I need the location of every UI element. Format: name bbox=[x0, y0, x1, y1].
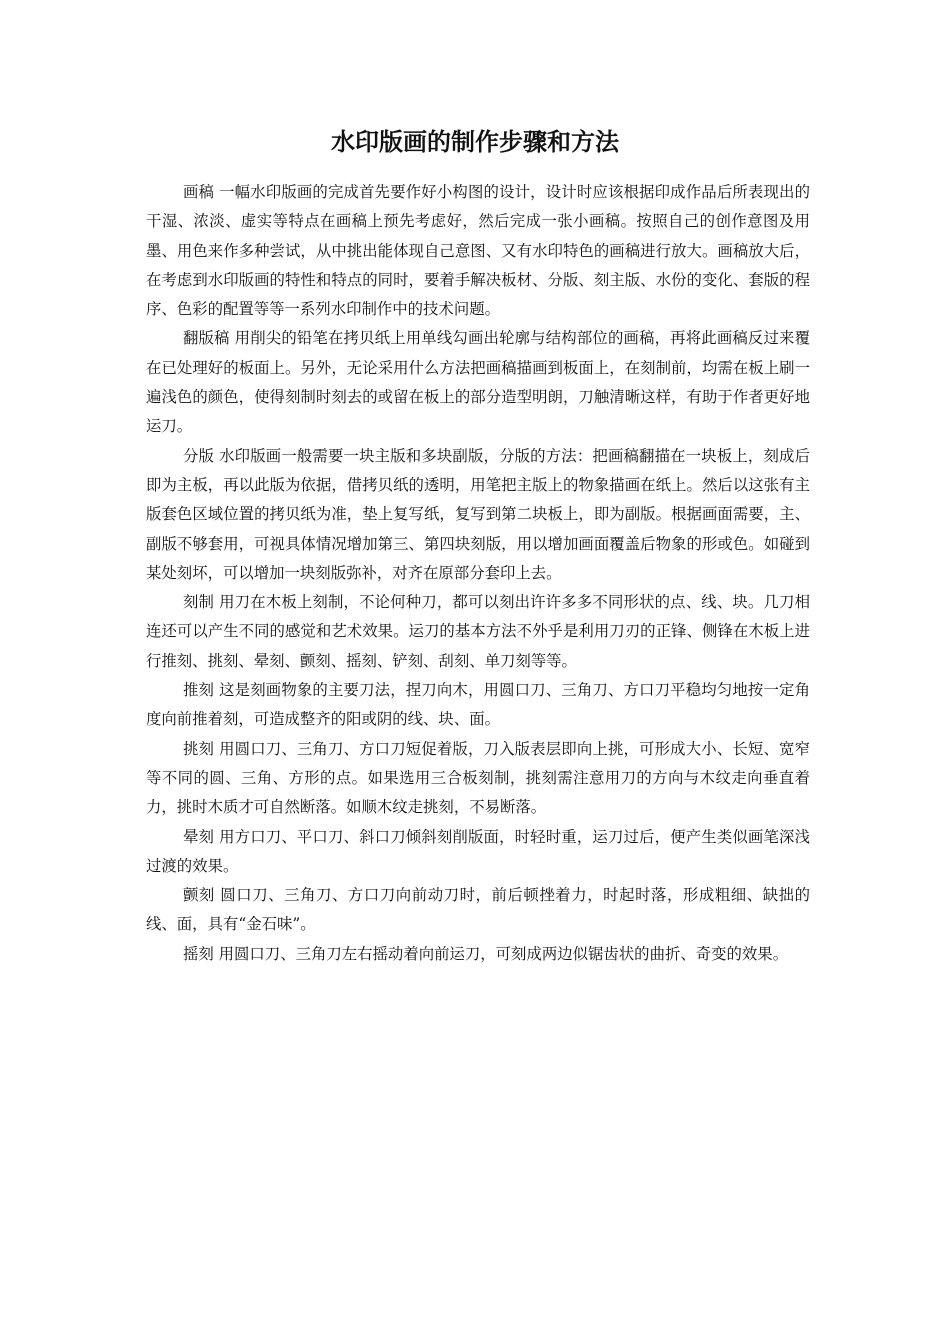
paragraph-halo-carving: 晕刻 用方口刀、平口刀、斜口刀倾斜刻削版面，时轻时重，运刀过后，便产生类似画笔深浅过渡的效果。 bbox=[146, 827, 810, 875]
paragraph-carving: 刻制 用刀在木板上刻制，不论何种刀，都可以刻出许许多多不同形状的点、线、块。几刀相连还可以产生不同的感觉和艺术效果。运刀的基本方法不外乎是利用刀刃的正锋、侧锋在木板上进行推刻、挑刻、晕刻、颤刻、摇刻、铲刻、刮刻、单刀刻等等。 bbox=[146, 593, 810, 670]
paragraph-pick-carving: 挑刻 用圆口刀、三角刀、方口刀短促着版，刀入版表层即向上挑，可形成大小、长短、宽窄等不同的圆、三角、方形的点。如果选用三合板刻制，挑刻需注意用刀的方向与木纹走向垂直着力，挑时木质才可自然断落。如顺木纹走挑刻，不易断落。 bbox=[146, 739, 810, 817]
paragraph-push-carving: 推刻 这是刻画物象的主要刀法，捏刀向木，用圆口刀、三角刀、方口刀平稳均匀地按一定角度向前推着刻，可造成整齐的阳或阴的线、块、面。 bbox=[146, 681, 810, 729]
paragraph-tremble-carving: 颤刻 圆口刀、三角刀、方口刀向前动刀时，前后顿挫着力，时起时落，形成粗细、缺拙的线、面，具有“金石味”。 bbox=[146, 886, 810, 934]
paragraph-rock-carving: 摇刻 用圆口刀、三角刀左右摇动着向前运刀，可刻成两边似锯齿状的曲折、奇变的效果。 bbox=[182, 944, 789, 963]
paragraph-transfer-draft: 翻版稿 用削尖的铅笔在拷贝纸上用单线勾画出轮廓与结构部位的画稿，再将此画稿反过来覆在已处理好的板面上。另外，无论采用什么方法把画稿描画到板面上，在刻制前，均需在板上刷一遍浅色的颜色，使得刻制时刻去的或留在板上的部分造型明朗，刀触清晰这样，有助于作者更好地运刀。 bbox=[146, 329, 810, 436]
paragraph-block-separation: 分版 水印版画一般需要一块主版和多块副版，分版的方法：把画稿翻描在一块板上，刻成后即为主板，再以此版为依据，借拷贝纸的透明，用笔把主版上的物象描画在纸上。然后以这张有主版套色区域位置的拷贝纸为准，垫上复写纸，复写到第二块板上，即为副版。根据画面需要，主、副版不够套用，可视具体情况增加第三、第四块刻版，用以增加画面覆盖后物象的形或色。如碰到某处刻坏，可以增加一块刻版弥补，对齐在原部分套印上去。 bbox=[146, 446, 810, 582]
document-title: 水印版画的制作步骤和方法 bbox=[331, 128, 619, 156]
document-body bbox=[146, 178, 810, 969]
paragraph-draft: 画稿 一幅水印版画的完成首先要作好小构图的设计，设计时应该根据印成作品后所表现出的干湿、浓淡、虚实等特点在画稿上预先考虑好，然后完成一张小画稿。按照自己的创作意图及用墨、用色来作多种尝试，从中挑出能体现自己意图、又有水印特色的画稿进行放大。画稿放大后，在考虑到水印版画的特性和特点的同时，要着手解决板材、分版、刻主版、水份的变化、套版的程序、色彩的配置等等一系列水印制作中的技术问题。 bbox=[146, 183, 810, 319]
